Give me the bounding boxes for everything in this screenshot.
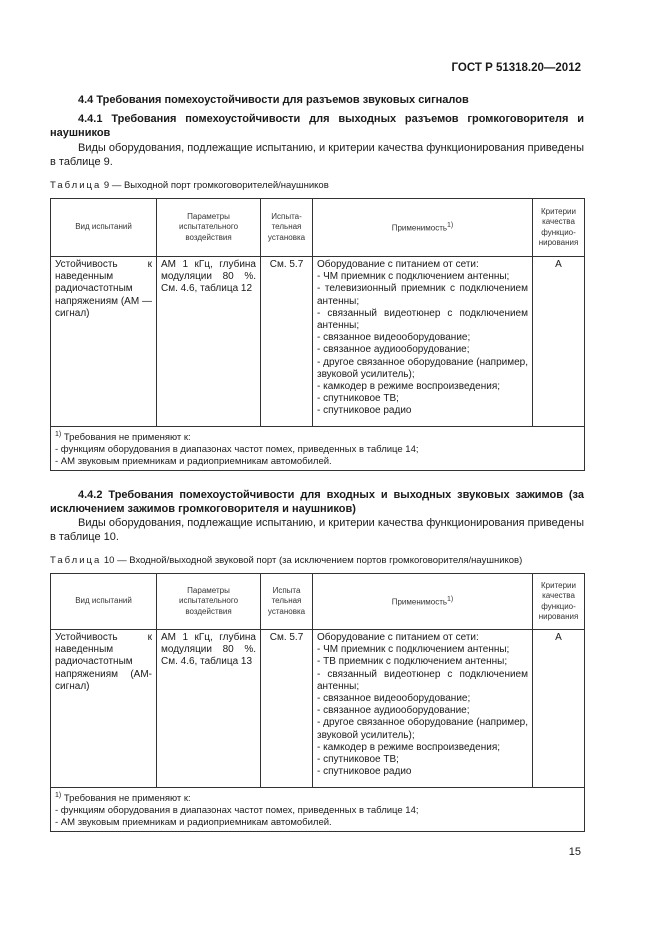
setup-cell: См. 5.7 [261,257,313,427]
apply-line: - камкодер в режиме воспроизведения; [317,741,501,753]
apply-line: - другое связанное оборудование (например, звуковой усилитель); [317,717,528,741]
paragraph-2: Виды оборудования, подлежащие испытанию, и критерии качества функционирования приведены в таблице 10. [50,517,584,543]
apply-line: - телевизионный приемник с подключением антенны; [317,283,528,307]
th-params: Параметры испытательного воздействия [157,574,261,630]
test-type-cell: Устойчивость к наведенным радиочастотным напряжениям (АМ — сигнал) [51,257,157,427]
th-criteria: Критерии качества функцио-нирования [533,574,585,630]
table-10 [50,573,585,832]
th-criteria: Критерии качества функцио-нирования [533,199,585,257]
th-setup: Испыта-тельная установка [261,199,313,257]
apply-line: Оборудование с питанием от сети: [317,632,479,643]
test-type-cell: Устойчивость к наведенным радиочастотным напряжениям (АМ-сигнал) [51,630,157,788]
section-4-4-1-heading: 4.4.1 Требования помехоустойчивости для выходных разъемов громкоговорителя и наушников [50,113,584,139]
apply-line: - спутниковое радио [317,766,412,778]
criteria-cell: А [533,630,585,788]
th-applicability: Применимость$^{1)}$ [313,574,533,630]
params-cell: АМ 1 кГц, глубина модуляции 80 %. См. 4.6, таблица 12 [157,257,261,427]
apply-line: - спутниковое ТВ; [317,754,399,766]
table-9-footnote: $^{1)}$ Требования не применяют к: - функциям оборудования в диапазонах частот помех, приведенных в таблице 14; - АМ звуковым приемникам и радиоприемникам автомобилей. [51,427,585,471]
table-10-caption: Таблица 10 — Входной/выходной звуковой порт (за исключением портов громкоговорителя/наушников) [50,555,523,566]
apply-line: - связанное аудиооборудование; [317,344,470,356]
apply-line: - камкодер в режиме воспроизведения; [317,381,501,393]
applicability-cell [313,630,533,788]
apply-line: - ЧМ приемник с подключением антенны; [317,644,510,656]
criteria-cell: А [533,257,585,427]
th-setup: Испыта тельная установка [261,574,313,630]
apply-line: Оборудование с питанием от сети: [317,259,479,270]
table-10-footnote: $^{1)}$ Требования не применяют к: - функциям оборудования в диапазонах частот помех, приведенных в таблице 14; - АМ звуковым приемникам и радиоприемникам автомобилей. [51,788,585,832]
apply-line: - связанный видеотюнер с подключением антенны; [317,668,528,692]
table-9-caption: Таблица 9 — Выходной порт громкоговорителей/наушников [50,180,329,191]
apply-line: - связанное аудиооборудование; [317,705,470,717]
th-test-type: Вид испытаний [51,574,157,630]
apply-line: - связанный видеотюнер с подключением антенны; [317,307,528,332]
th-test-type: Вид испытаний [51,199,157,257]
th-applicability: Применимость$^{1)}$ [313,199,533,257]
table-9 [50,198,585,471]
params-cell: АМ 1 кГц, глубина модуляции 80 %. См. 4.6, таблица 13 [157,630,261,788]
section-4-4-2-heading: 4.4.2 Требования помехоустойчивости для входных и выходных звуковых зажимов (за исключением зажимов громкоговорителя и наушников) [50,489,584,515]
th-params: Параметры испытательного воздействия [157,199,261,257]
document-header: ГОСТ Р 51318.20—2012 [451,62,581,74]
paragraph-1: Виды оборудования, подлежащие испытанию, и критерии качества функционирования приведены в таблице 9. [50,142,584,168]
apply-line: - ЧМ приемник с подключением антенны; [317,271,510,283]
page-number: 15 [568,846,581,858]
apply-line: - связанное видеооборудование; [317,693,471,705]
apply-line: - спутниковое радио [317,405,412,417]
apply-line: - другое связанное оборудование (например, звуковой усилитель); [317,356,528,380]
apply-line: - ТВ приемник с подключением антенны; [317,656,508,668]
section-4-4-heading: 4.4 Требования помехоустойчивости для разъемов звуковых сигналов [78,94,469,106]
apply-line: - спутниковое ТВ; [317,393,399,405]
apply-line: - связанное видеооборудование; [317,332,471,344]
applicability-cell [313,257,533,427]
setup-cell: См. 5.7 [261,630,313,788]
